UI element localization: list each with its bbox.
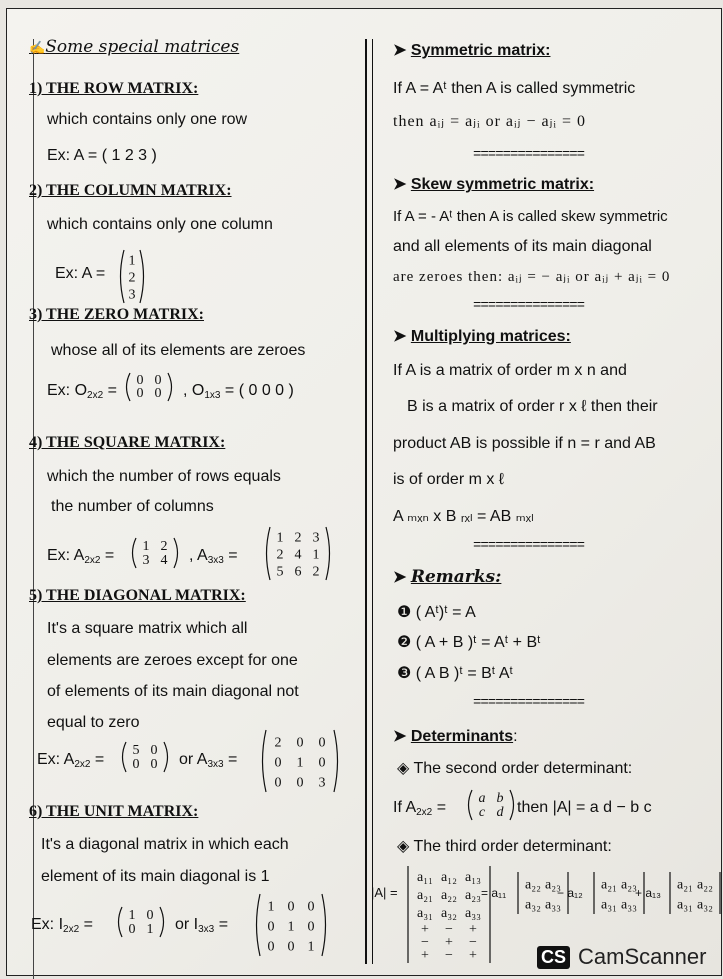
diagonal-matrix-line-1: It's a square matrix which all <box>47 620 248 637</box>
zero-matrix-example-2 <box>183 381 294 406</box>
matrix-cell: d <box>496 804 504 820</box>
diagonal-matrix-2x2 <box>119 741 171 778</box>
matrix-cell: a₃₂ <box>697 897 713 913</box>
matrix-cell: 0 <box>128 921 136 937</box>
ex-mid: , O <box>183 382 205 399</box>
second-order-matrix <box>465 789 517 826</box>
square-matrix-desc-1: which the number of rows equals <box>47 468 281 485</box>
right-paren <box>322 894 326 956</box>
diag2-svg <box>119 741 171 773</box>
matrix-cell: a₃₃ <box>465 906 481 922</box>
matrix-cell: 1 <box>276 530 284 546</box>
third-order-determinant <box>405 865 493 928</box>
matrix-cell: 6 <box>294 564 302 580</box>
diag3-svg <box>259 729 341 793</box>
remarks-heading <box>393 567 501 588</box>
det2-svg <box>465 789 517 821</box>
determinants-heading <box>393 727 518 747</box>
ex-sub2: 1x3 <box>204 390 221 401</box>
right-paren <box>510 790 514 820</box>
remark-2: ❷ ( A + B )ᵗ = Aᵗ + Bᵗ <box>397 634 541 651</box>
matrix-cell: 0 <box>136 373 144 389</box>
matrix-cell: 0 <box>154 373 162 389</box>
square-matrix-2x2 <box>129 537 181 574</box>
matrix-cell: + <box>469 948 477 964</box>
matrix-cell: 1 <box>146 921 154 937</box>
formula-eq: = <box>432 799 447 816</box>
left-paren <box>263 730 267 792</box>
left-paren <box>133 538 137 568</box>
matrix-cell: 0 <box>150 742 158 758</box>
square-matrix-3x3 <box>263 526 333 586</box>
camscanner-watermark <box>537 944 706 970</box>
matrix-cell: 0 <box>267 939 275 955</box>
diagonal-matrix-line-3: of elements of its main diagonal not <box>47 683 299 700</box>
right-paren <box>326 527 330 580</box>
matrix-cell: + <box>421 922 429 938</box>
matrix-cell: 1 <box>296 755 304 771</box>
symmetric-heading-text: Symmetric matrix: <box>410 42 551 59</box>
matrix-cell: 0 <box>132 756 140 772</box>
unit-matrix-example-2 <box>175 915 228 940</box>
zero-matrix-example <box>47 381 117 406</box>
multiplying-heading-text: Multiplying matrices: <box>410 328 571 345</box>
remark-3: ❸ ( A B )ᵗ = Bᵗ Aᵗ <box>397 665 514 682</box>
matrix-cell: a₂₂ <box>525 877 541 893</box>
unit2-svg <box>115 906 167 938</box>
separator-1: =============== <box>473 147 585 163</box>
third-order-plus: + a₁₃ <box>635 886 661 900</box>
unit-matrix-line-1: It's a diagonal matrix in which each <box>41 836 289 853</box>
column-matrix-example: Ex: A = <box>55 265 106 282</box>
matrix-cell: 3 <box>142 552 150 568</box>
unit3-svg <box>253 893 329 957</box>
right-paren <box>140 250 144 303</box>
matrix-cell: 0 <box>307 919 315 935</box>
ex-eq: = <box>223 751 238 768</box>
unit-matrix-line-2: element of its main diagonal is 1 <box>41 868 270 885</box>
column-divider <box>365 39 367 964</box>
arrow-icon: ➤ <box>393 728 411 745</box>
diagonal-matrix-heading: 5) THE DIAGONAL MATRIX: <box>29 587 246 604</box>
column-divider-inner <box>372 39 373 964</box>
matrix-cell: 3 <box>128 287 136 303</box>
ex-sub2: 3x3 <box>207 555 224 566</box>
matrix-cell: 0 <box>274 755 282 771</box>
ex-mid: or I <box>175 916 199 933</box>
unit-matrix-example <box>31 915 93 940</box>
arrow-icon: ➤ <box>393 42 411 59</box>
matrix-cell: 0 <box>296 775 304 791</box>
matrix-cell: 1 <box>128 907 136 923</box>
arrow-icon: ➤ <box>393 569 411 586</box>
determinants-colon: : <box>513 728 518 745</box>
third-order-eq: = a₁₁ <box>481 886 507 900</box>
zero-matrix-2x2 <box>123 372 175 407</box>
matrix-cell: 3 <box>312 530 320 546</box>
third-order-minus: − a₁₂ <box>557 886 583 900</box>
matrix-cell: 2 <box>312 564 320 580</box>
matrix-cell: 0 <box>287 939 295 955</box>
ex-label: Ex: A <box>47 547 85 564</box>
matrix-cell: 1 <box>267 899 275 915</box>
ex-label: Ex: A <box>37 751 75 768</box>
matrix-cell: 0 <box>318 735 326 751</box>
skew-heading <box>393 175 594 195</box>
determinants-heading-text: Determinants <box>410 728 514 745</box>
ex-eq: = <box>103 382 117 399</box>
page-title <box>29 37 239 59</box>
skew-line-2: and all elements of its main diagonal <box>393 238 652 255</box>
arrow-icon: ➤ <box>393 328 411 345</box>
skew-heading-text: Skew symmetric matrix: <box>410 176 595 193</box>
matrix-cell: 1 <box>287 919 295 935</box>
multiplying-line-4: is of order m x ℓ <box>393 471 504 488</box>
matrix-cell: 0 <box>154 386 162 402</box>
matrix-cell: 0 <box>307 899 315 915</box>
row-matrix-desc: which contains only one row <box>47 111 248 128</box>
formula-label: If A <box>393 799 417 816</box>
ex-sub: 2x2 <box>84 555 101 566</box>
zero-matrix-heading: 3) THE ZERO MATRIX: <box>29 306 204 323</box>
right-paren <box>174 538 178 568</box>
matrix-cell: 0 <box>296 735 304 751</box>
left-paren <box>257 894 261 956</box>
matrix-cell: a <box>478 790 486 806</box>
matrix-cell: 5 <box>132 742 140 758</box>
multiplying-line-1: If A is a matrix of order m x n and <box>393 362 627 379</box>
row-matrix-example: Ex: A = ( 1 2 3 ) <box>47 147 157 164</box>
ex-sub2: 3x3 <box>207 759 224 770</box>
second-order-result: then |A| = a d − b c <box>517 799 652 816</box>
third-order-label: ◈ The third order determinant: <box>397 838 612 855</box>
ex-sub: 2x2 <box>63 924 80 935</box>
matrix-cell: a₃₁ <box>601 897 617 913</box>
left-paren <box>469 790 473 820</box>
pen-icon: ✍ <box>29 41 46 56</box>
ex-eq: = <box>214 916 229 933</box>
ex-sub: 2x2 <box>74 759 91 770</box>
skew-line-3: are zeroes then: aᵢⱼ = − aⱼᵢ or aᵢⱼ + aⱼᵢ = 0 <box>393 269 671 285</box>
column-matrix-desc: which contains only one column <box>47 216 273 233</box>
matrix-cell: − <box>445 922 453 938</box>
matrix-cell: 1 <box>312 547 320 563</box>
matrix-cell: − <box>421 935 429 951</box>
ex-mid: , A <box>189 547 208 564</box>
matrix-cell: + <box>421 948 429 964</box>
unit-matrix-2x2 <box>115 906 167 943</box>
multiplying-line-2: B is a matrix of order r x ℓ then their <box>407 398 658 415</box>
ex-mid: or A <box>179 751 208 768</box>
signs-svg <box>405 921 493 964</box>
column-matrix <box>117 249 147 309</box>
matrix-cell: 0 <box>136 386 144 402</box>
ex-label: Ex: I <box>31 916 64 933</box>
ex-eq: = <box>223 547 238 564</box>
remarks-heading-text: Remarks: <box>410 567 502 587</box>
separator-2: =============== <box>473 298 585 314</box>
sq3-svg <box>263 526 333 581</box>
ex-eq: = <box>90 751 105 768</box>
matrix-cell: a₂₃ <box>621 877 637 893</box>
separator-3: =============== <box>473 538 585 554</box>
right-paren <box>334 730 338 792</box>
third-order-lhs: |A| = <box>371 885 398 900</box>
square-matrix-example <box>47 546 114 571</box>
symmetric-line-2: then aᵢⱼ = aⱼᵢ or aᵢⱼ − aⱼᵢ = 0 <box>393 113 587 130</box>
camscanner-badge: CS <box>537 946 570 969</box>
left-paren <box>123 742 127 772</box>
ex-eq: = <box>79 916 93 933</box>
ex-label: Ex: O <box>47 382 88 399</box>
right-paren <box>160 907 164 937</box>
matrix-cell: a₁₂ <box>441 870 457 886</box>
matrix-cell: 1 <box>128 253 136 269</box>
multiplying-line-3: product AB is possible if n = r and AB <box>393 435 656 452</box>
diagonal-matrix-3x3 <box>259 729 341 798</box>
matrix-cell: 2 <box>276 547 284 563</box>
matrix-cell: a₃₃ <box>621 897 637 913</box>
det3_full-svg <box>405 865 493 923</box>
matrix-cell: 0 <box>150 756 158 772</box>
symmetric-heading <box>393 41 550 61</box>
matrix-cell: a₃₁ <box>677 897 693 913</box>
matrix-cell: 0 <box>287 899 295 915</box>
matrix-cell: 2 <box>128 270 136 286</box>
multiplying-heading <box>393 327 571 347</box>
left-paren <box>119 907 123 937</box>
matrix-cell: 2 <box>160 538 168 554</box>
matrix-cell: + <box>469 922 477 938</box>
matrix-cell: a₂₃ <box>465 888 481 904</box>
remark-1: ❶ ( Aᵗ)ᵗ = A <box>397 604 476 621</box>
sq2-svg <box>129 537 181 569</box>
left-paren <box>121 250 125 303</box>
arrow-icon: ➤ <box>393 176 411 193</box>
ex-sub: 2x2 <box>87 390 104 401</box>
matrix-cell: a₂₃ <box>545 877 561 893</box>
matrix-cell: 0 <box>267 919 275 935</box>
matrix-cell: a₃₁ <box>417 906 433 922</box>
zero2-svg <box>123 372 175 402</box>
right-paren <box>164 742 168 772</box>
ex-sub2: 3x3 <box>198 924 215 935</box>
column-matrix-heading: 2) THE COLUMN MATRIX: <box>29 182 232 199</box>
diagonal-matrix-line-2: elements are zeroes except for one <box>47 652 298 669</box>
matrix-cell: a₂₁ <box>601 877 617 893</box>
multiplying-line-5: A ₘₓₙ x B ᵣₓₗ = AB ₘₓₗ <box>393 508 534 525</box>
zero-matrix-desc: whose all of its elements are zeroes <box>51 342 306 359</box>
matrix-cell: a₃₃ <box>545 897 561 913</box>
ex-tail: = ( 0 0 0 ) <box>220 382 294 399</box>
matrix-cell: 5 <box>276 564 284 580</box>
minor-13 <box>667 871 723 920</box>
notes-sheet <box>6 8 722 976</box>
right-paren <box>168 373 172 401</box>
matrix-cell: a₂₂ <box>441 888 457 904</box>
matrix-cell: c <box>478 804 486 820</box>
left-paren <box>267 527 271 580</box>
column-svg <box>117 249 147 304</box>
camscanner-text: CamScanner <box>578 944 707 969</box>
matrix-cell: 4 <box>160 552 168 568</box>
left-paren <box>127 373 131 401</box>
matrix-cell: 4 <box>294 547 302 563</box>
square-matrix-heading: 4) THE SQUARE MATRIX: <box>29 434 226 451</box>
matrix-cell: a₁₃ <box>465 870 481 886</box>
matrix-cell: 2 <box>274 735 282 751</box>
matrix-cell: a₂₁ <box>417 888 433 904</box>
matrix-cell: 0 <box>274 775 282 791</box>
det3_m13-svg <box>667 871 723 915</box>
formula-sub: 2x2 <box>416 807 433 818</box>
matrix-cell: a₂₁ <box>677 877 693 893</box>
diagonal-matrix-example <box>37 750 104 775</box>
matrix-cell: a₁₁ <box>417 870 433 886</box>
square-matrix-desc-2: the number of columns <box>51 498 214 515</box>
matrix-cell: a₃₂ <box>441 906 457 922</box>
matrix-cell: 0 <box>146 907 154 923</box>
matrix-cell: b <box>496 790 504 806</box>
separator-4: =============== <box>473 695 585 711</box>
matrix-cell: 3 <box>318 775 326 791</box>
matrix-cell: 1 <box>142 538 150 554</box>
row-matrix-heading: 1) THE ROW MATRIX: <box>29 80 199 97</box>
matrix-cell: 2 <box>294 530 302 546</box>
matrix-cell: − <box>445 948 453 964</box>
skew-line-1: If A = - Aᵗ then A is called skew symmetric <box>393 208 668 225</box>
diagonal-matrix-line-4: equal to zero <box>47 714 140 731</box>
diagonal-matrix-example-2 <box>179 750 237 775</box>
matrix-cell: a₂₂ <box>697 877 713 893</box>
symmetric-line-1: If A = Aᵗ then A is called symmetric <box>393 80 636 97</box>
square-matrix-example-2 <box>189 546 238 571</box>
page-title-text: Some special matrices <box>45 37 240 57</box>
unit-matrix-3x3 <box>253 893 329 962</box>
second-order-formula <box>393 798 446 823</box>
matrix-cell: 0 <box>318 755 326 771</box>
second-order-label: ◈ The second order determinant: <box>397 760 633 777</box>
ex-eq: = <box>100 547 115 564</box>
matrix-cell: a₃₂ <box>525 897 541 913</box>
matrix-cell: + <box>445 935 453 951</box>
sign-chart <box>405 921 493 969</box>
unit-matrix-heading: 6) THE UNIT MATRIX: <box>29 803 199 820</box>
matrix-cell: − <box>469 935 477 951</box>
matrix-cell: 1 <box>307 939 315 955</box>
margin-line <box>33 39 34 979</box>
